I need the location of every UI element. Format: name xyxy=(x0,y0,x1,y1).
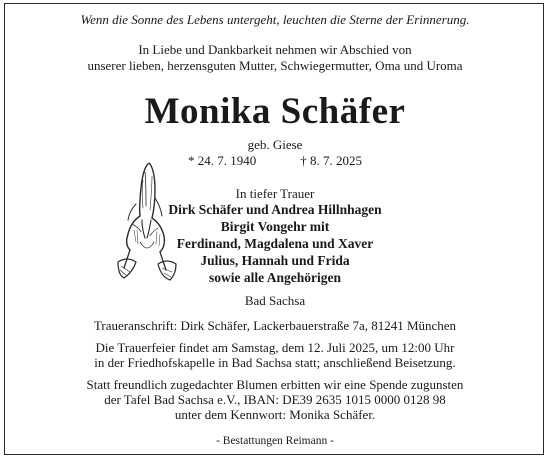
mourner-line-5: sowie alle Angehörigen xyxy=(209,270,341,285)
deceased-name: Monika Schäfer xyxy=(144,91,406,132)
donation-line-3: unter dem Kennwort: Monika Schäfer. xyxy=(174,407,376,422)
mourners-place: Bad Sachsa xyxy=(244,293,306,308)
funeral-line-1: Die Trauerfeier findet am Samstag, dem 12. Juli 2025, um 12:00 Uhr xyxy=(95,340,455,355)
funeral-line-2: in der Friedhofskapelle in Bad Sachsa statt; anschließend Beisetzung. xyxy=(94,355,456,370)
donation-line-2: der Tafel Bad Sachsa e.V., IBAN: DE39 2635 1015 0000 0128 98 xyxy=(104,392,446,407)
birth-date: * 24. 7. 1940 xyxy=(188,153,257,168)
intro-line-2: unserer lieben, herzensguten Mutter, Schwiegermutter, Oma und Uroma xyxy=(87,58,463,73)
life-dates xyxy=(0,153,550,169)
death-date: † 8. 7. 2025 xyxy=(300,153,362,168)
undertaker-credit: - Bestattungen Reimann - xyxy=(216,435,334,447)
maiden-name: geb. Giese xyxy=(247,137,303,152)
mourner-line-2: Birgit Vongehr mit xyxy=(220,219,330,234)
motto: Wenn die Sonne des Lebens untergeht, leuchten die Sterne der Erinnerung. xyxy=(80,12,470,27)
mourner-line-4: Julius, Hannah und Frida xyxy=(200,253,350,268)
mourners-heading: In tiefer Trauer xyxy=(235,186,315,201)
mourner-line-1: Dirk Schäfer und Andrea Hillnhagen xyxy=(168,202,382,217)
intro-line-1: In Liebe und Dankbarkeit nehmen wir Abschied von xyxy=(138,42,412,57)
mourner-line-3: Ferdinand, Magdalena und Xaver xyxy=(176,236,374,251)
donation-line-1: Statt freundlich zugedachter Blumen erbitten wir eine Spende zugunsten xyxy=(86,377,464,392)
condolence-address: Traueranschrift: Dirk Schäfer, Lackerbauerstraße 7a, 81241 München xyxy=(93,318,457,333)
